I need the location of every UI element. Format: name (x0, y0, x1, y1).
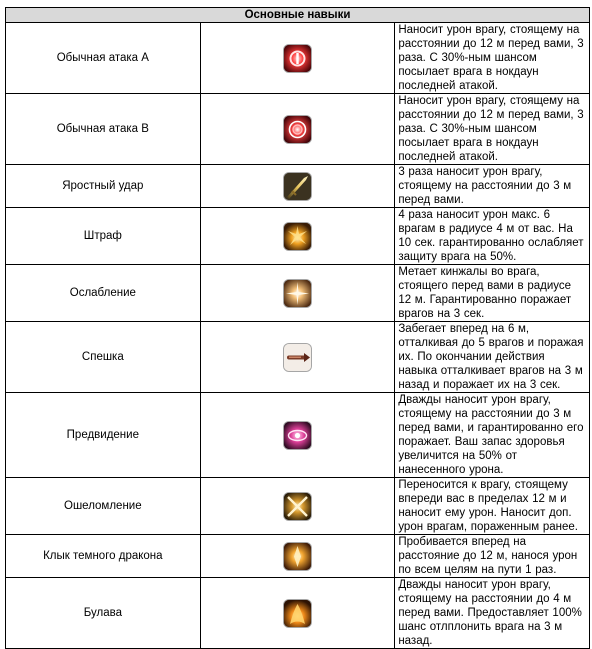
fire-burst-icon (284, 223, 311, 250)
table-row (6, 478, 590, 535)
skill-description: Забегает вперед на 6 м, отталкивая до 5 врагов и поражая их. По окончании действия навыка отталкивает врагов на 3 м назад и поражает их на 3 сек. (395, 322, 590, 393)
skill-description: Наносит урон врагу, стоящему на расстоянии до 12 м перед вами, 3 раза. С 30%-ным шансом посылает врага в нокдаун последней атакой. (395, 94, 590, 165)
mace-flame-icon (284, 600, 311, 627)
table-title: Основные навыки (6, 8, 590, 23)
skill-description: Дважды наносит урон врагу, стоящему на расстоянии до 4 м перед вами. Предоставляет 100% шанс отлплонить врага на 3 м назад. (395, 578, 590, 649)
crimson-ring-icon (284, 116, 311, 143)
crimson-orb-icon (284, 45, 311, 72)
skill-name: Штраф (6, 208, 201, 265)
skill-description: Дважды наносит урон врагу, стоящему на расстоянии до 3 м перед вами, и гарантированно его поражает. Ваш запас здоровья увеличится на 50% от нанесенного урона. (395, 393, 590, 478)
dash-arrow-icon (284, 344, 311, 371)
skill-description: Переносится к врагу, стоящему впереди вас в пределах 12 м и наносит ему урон. Наносит доп. урон врагам, пораженным ранее. (395, 478, 590, 535)
table-row (6, 322, 590, 393)
skill-name: Ошеломление (6, 478, 201, 535)
skill-name: Обычная атака B (6, 94, 201, 165)
table-row (6, 393, 590, 478)
skills-table (5, 7, 590, 649)
skill-name: Обычная атака A (6, 23, 201, 94)
skill-name: Яростный удар (6, 165, 201, 208)
skill-description: Пробивается вперед на расстояние до 12 м, нанося урон по всем целям на пути 1 раз. (395, 535, 590, 578)
cross-strike-icon (284, 493, 311, 520)
skill-name: Спешка (6, 322, 201, 393)
skill-name: Предвидение (6, 393, 201, 478)
table-row (6, 535, 590, 578)
skill-description: Метает кинжалы во врага, стоящего перед вами в радиусе 12 м. Гарантированно поражает врагов на 3 сек. (395, 265, 590, 322)
table-row (6, 94, 590, 165)
skill-name: Ослабление (6, 265, 201, 322)
table-row (6, 208, 590, 265)
skill-description: 3 раза наносит урон врагу, стоящему на расстоянии до 3 м перед вами. (395, 165, 590, 208)
dragon-fang-icon (284, 543, 311, 570)
table-row (6, 165, 590, 208)
skill-description: Наносит урон врагу, стоящему на расстоянии до 12 м перед вами, 3 раза. С 30%-ным шансом посылает врага в нокдаун последней атакой. (395, 23, 590, 94)
skill-description: 4 раза наносит урон макс. 6 врагам в радиусе 4 м от вас. На 10 сек. гарантированно ослабляет защиту врага на 50%. (395, 208, 590, 265)
table-row (6, 578, 590, 649)
table-row (6, 265, 590, 322)
dagger-star-icon (284, 280, 311, 307)
pink-eye-icon (284, 422, 311, 449)
golden-blade-icon (284, 173, 311, 200)
skill-name: Булава (6, 578, 201, 649)
skill-name: Клык темного дракона (6, 535, 201, 578)
table-row (6, 23, 590, 94)
table-header-row (6, 8, 590, 23)
